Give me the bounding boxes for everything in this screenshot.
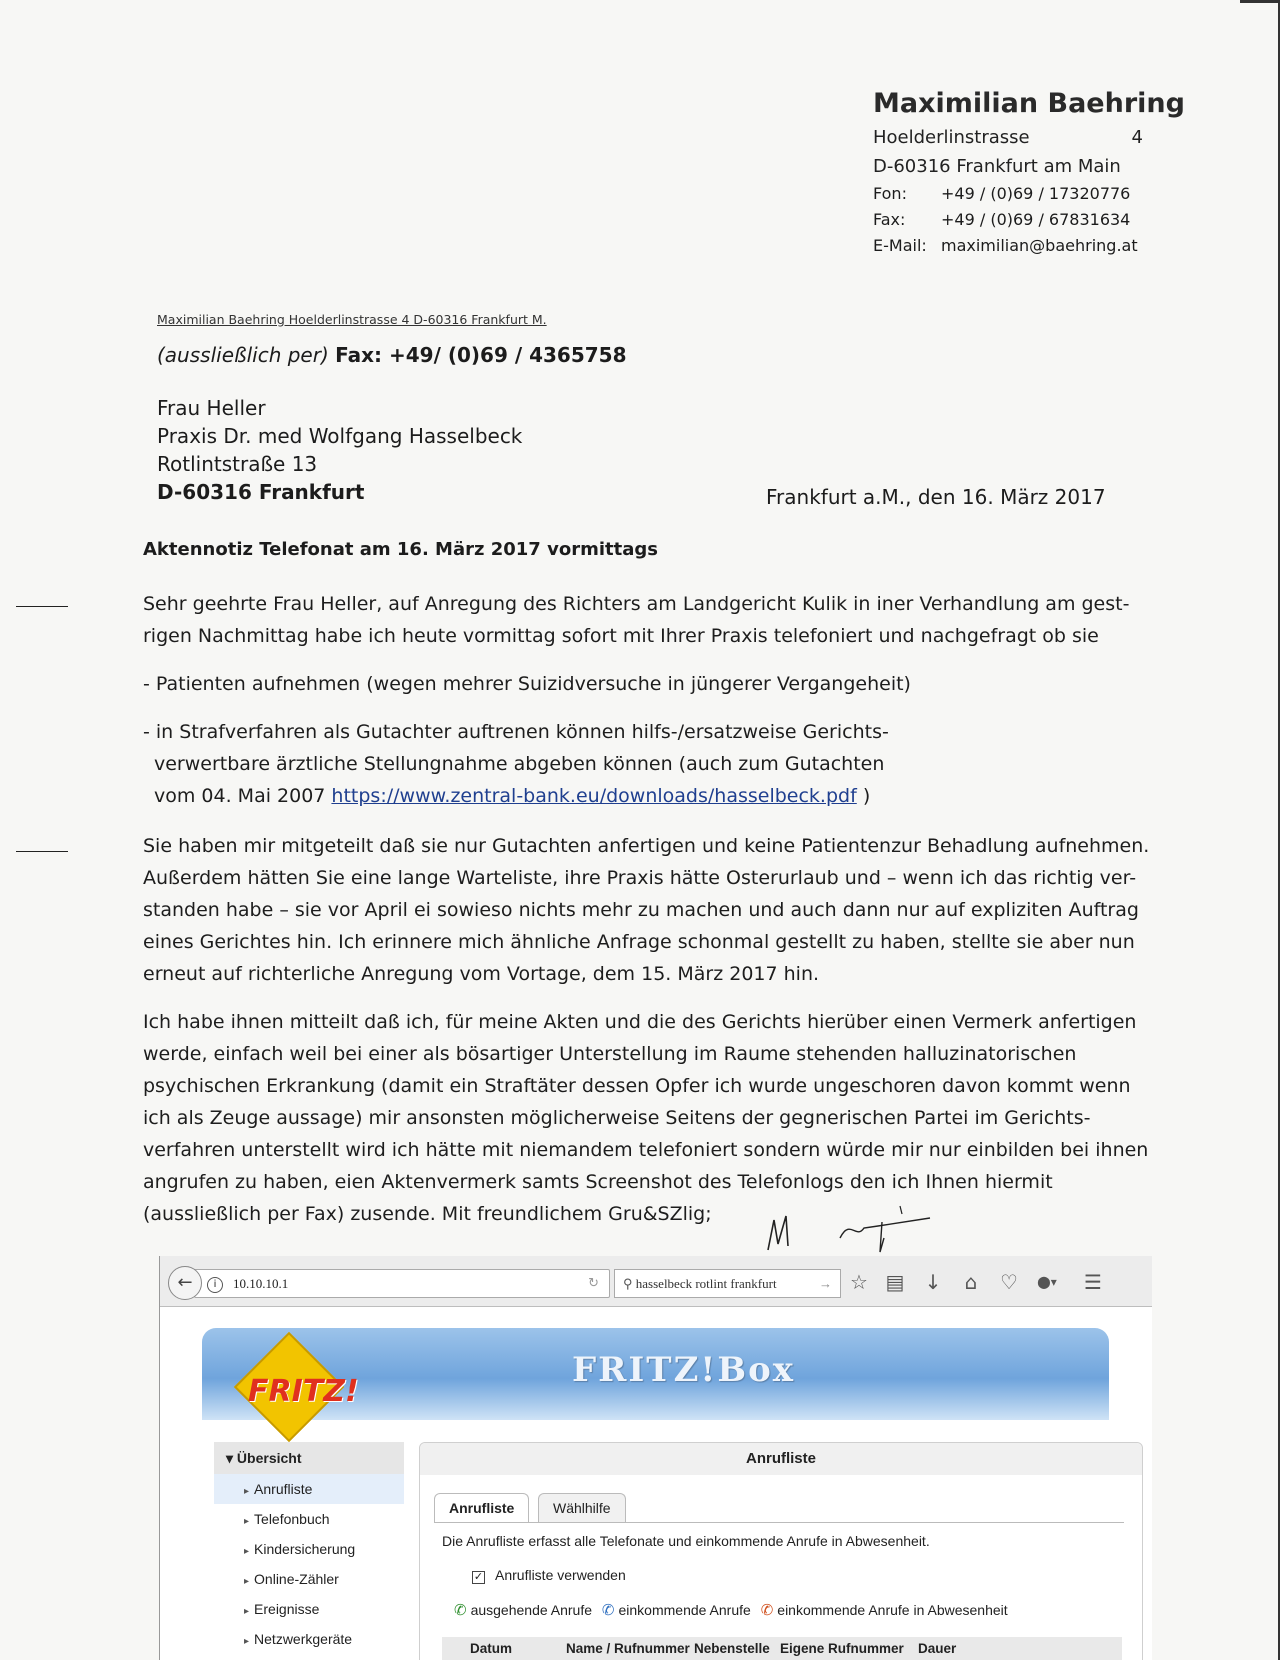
text-fragment: )	[856, 785, 871, 807]
tab-waehlhilfe[interactable]: Wählhilfe	[538, 1493, 626, 1522]
subject-line: Aktennotiz Telefonat am 16. März 2017 vormittags	[143, 539, 658, 560]
fax-note: (aussließlich per)	[157, 343, 329, 367]
url-bar[interactable]	[194, 1269, 610, 1298]
column-header[interactable]: Name / Rufnummer	[566, 1641, 690, 1656]
paragraph-1	[143, 588, 1153, 652]
column-header[interactable]: Eigene Rufnummer	[780, 1641, 904, 1656]
sender-fax	[873, 210, 1130, 229]
sidebar-item-kindersicherung[interactable]: ▸ Kindersicherung	[214, 1534, 404, 1564]
punch-mark	[16, 851, 68, 852]
fritz-logo: FRITZ!	[248, 1374, 359, 1409]
text-line: angrufen zu haben, eien Aktenvermerk samts Screenshot des Telefonlogs den ich Ihnen hiermit	[143, 1171, 1053, 1193]
list-item-1: - Patienten aufnehmen (wegen mehrer Suizidversuche in jüngerer Vergangeheit)	[143, 673, 911, 695]
text-line: ich als Zeuge aussage) mir ansonsten möglicherweise Seitens der gegnerischen Partei im Gerichts-	[143, 1107, 1091, 1129]
fax-label: Fax:	[873, 210, 906, 229]
report-link[interactable]: https://www.zentral-bank.eu/downloads/hasselbeck.pdf	[331, 785, 857, 807]
column-header[interactable]: Nebenstelle	[694, 1641, 770, 1656]
text-line: Ich habe ihnen mitteilt daß ich, für meine Akten und die des Gerichts hierüber einen Vermerk anfertigen	[143, 1011, 1137, 1033]
bookmark-star-icon[interactable]: ☆	[850, 1270, 868, 1294]
download-icon[interactable]: ↓	[924, 1270, 942, 1294]
search-input[interactable]	[614, 1269, 841, 1298]
incoming-call-icon: ✆	[601, 1602, 615, 1619]
fax-number: +49 / (0)69 / 67831634	[941, 210, 1131, 229]
phone-label: Fon:	[873, 184, 907, 203]
return-address: Maximilian Baehring Hoelderlinstrasse 4 D-60316 Frankfurt M.	[157, 312, 547, 327]
sidebar-item-anrufliste[interactable]: ▸ Anrufliste	[214, 1474, 404, 1504]
text-line: verwertbare ärztliche Stellungnahme abgeben können (auch zum Gutachten	[154, 753, 885, 775]
fax-line	[157, 343, 627, 367]
column-header[interactable]: Datum	[470, 1641, 513, 1656]
sender-email	[873, 236, 1138, 255]
text-line: - in Strafverfahren als Gutachter auftrenen können hilfs-/ersatzweise Gerichts-	[143, 721, 889, 743]
router-screenshot	[159, 1256, 1152, 1660]
sender-street-name: Hoelderlinstrasse	[873, 127, 1030, 148]
reload-icon[interactable]: ↻	[588, 1276, 599, 1291]
legend-missed: einkommende Anrufe in Abwesenheit	[777, 1602, 1008, 1618]
sidebar-item-telefonbuch[interactable]: ▸ Telefonbuch	[214, 1504, 404, 1534]
paragraph-2	[143, 830, 1153, 990]
adblock-icon[interactable]: ⬤▾	[1037, 1275, 1057, 1289]
browser-toolbar	[160, 1256, 1152, 1307]
text-fragment: vom 04. Mai 2007	[154, 785, 332, 807]
pocket-icon[interactable]: ♡	[1000, 1270, 1018, 1294]
recipient-city: D-60316 Frankfurt	[157, 480, 365, 504]
sidebar-item-ereignisse[interactable]: ▸ Ereignisse	[214, 1594, 404, 1624]
recipient-name: Frau Heller	[157, 396, 266, 420]
sidebar-item-netzwerkgeraete[interactable]: ▸ Netzwerkgeräte	[214, 1624, 404, 1654]
fold-mark	[16, 606, 68, 607]
text-line: Sie haben mir mitgeteilt daß sie nur Gutachten anfertigen und keine Patientenzur Behadlung aufnehmen.	[143, 835, 1150, 857]
text-line: (aussließlich per Fax) zusende. Mit freundlichem Gru&SZlig;	[143, 1203, 712, 1225]
text-line: Sehr geehrte Frau Heller, auf Anregung des Richters am Landgericht Kulik in iner Verhandlung am gest-	[143, 593, 1130, 615]
phone-number: +49 / (0)69 / 17320776	[941, 184, 1131, 203]
fritz-header	[202, 1328, 1109, 1420]
legend-incoming: einkommende Anrufe	[618, 1602, 751, 1618]
sender-phone	[873, 184, 1130, 203]
sidebar-item-online-zaehler[interactable]: ▸ Online-Zähler	[214, 1564, 404, 1594]
use-call-list-option[interactable]	[472, 1567, 626, 1584]
recipient-practice: Praxis Dr. med Wolfgang Hasselbeck	[157, 424, 523, 448]
date-line: Frankfurt a.M., den 16. März 2017	[766, 485, 1106, 509]
search-text: hasselbeck rotlint frankfurt	[635, 1276, 777, 1291]
list-item-2	[143, 716, 1153, 812]
call-table-header	[442, 1637, 1122, 1660]
home-icon[interactable]: ⌂	[964, 1270, 978, 1294]
legend-outgoing: ausgehende Anrufe	[470, 1602, 593, 1618]
info-icon[interactable]: i	[207, 1277, 223, 1293]
search-go-icon[interactable]: →	[819, 1276, 832, 1291]
sender-name: Maximilian Baehring	[873, 88, 1185, 119]
url-text: 10.10.10.1	[233, 1276, 289, 1291]
sender-house-number: 4	[1131, 127, 1143, 148]
email-address: maximilian@baehring.at	[941, 236, 1138, 255]
text-line: verfahren unterstellt wird ich hätte mit niemandem telefoniert sondern würde mir nur einbilden bei ihnen	[143, 1139, 1149, 1161]
paragraph-3	[143, 1006, 1153, 1230]
panel-title: Anrufliste	[420, 1443, 1142, 1475]
text-line: eines Gerichtes hin. Ich erinnere mich ähnliche Anfrage schonmal gestellt zu haben, stellte sie aber nun	[143, 931, 1135, 953]
sidebar-section-label: Übersicht	[236, 1450, 302, 1466]
text-line: standen habe – sie vor April ei sowieso nichts mehr zu machen und auch dann nur auf expliziten Auftrag	[143, 899, 1139, 921]
call-legend	[454, 1601, 1008, 1619]
tab-divider	[434, 1522, 1124, 1523]
text-line	[143, 780, 1153, 812]
missed-call-icon: ✆	[760, 1602, 774, 1619]
search-icon: ⚲	[623, 1276, 633, 1291]
outgoing-call-icon: ✆	[454, 1602, 467, 1619]
back-button[interactable]: ←	[168, 1266, 202, 1300]
text-line: rigen Nachmittag habe ich heute vormittag sofort mit Ihrer Praxis telefoniert und nachgefragt ob sie	[143, 625, 1099, 647]
scan-edge-top	[1240, 0, 1280, 3]
sidebar-section-overview[interactable]: ▾ Übersicht	[214, 1442, 404, 1474]
recipient-street: Rotlintstraße 13	[157, 452, 318, 476]
menu-icon[interactable]: ☰	[1084, 1270, 1102, 1294]
handwritten-signature	[760, 1198, 960, 1258]
text-line: erneut auf richterliche Anregung vom Vortage, dem 15. März 2017 hin.	[143, 963, 820, 985]
panel-description: Die Anrufliste erfasst alle Telefonate und einkommende Anrufe in Abwesenheit.	[442, 1533, 930, 1549]
column-header[interactable]: Dauer	[918, 1641, 957, 1656]
call-list-panel	[419, 1442, 1143, 1660]
sender-street	[873, 127, 1143, 148]
checkbox-checked[interactable]: ✓	[473, 1571, 484, 1583]
email-label: E-Mail:	[873, 236, 927, 255]
checkbox-label: Anrufliste verwenden	[495, 1567, 626, 1583]
text-line: Außerdem hätten Sie eine lange Warteliste, ihre Praxis hätte Osterurlaub und – wenn ich das richtig ver-	[143, 867, 1137, 889]
text-line: werde, einfach weil bei einer als bösartiger Unterstellung im Raume stehenden halluzinatorischen	[143, 1043, 1077, 1065]
fritzbox-title: FRITZ!Box	[572, 1350, 796, 1390]
sender-city: D-60316 Frankfurt am Main	[873, 156, 1121, 177]
tab-anrufliste[interactable]: Anrufliste	[434, 1493, 529, 1522]
text-line: psychischen Erkrankung (damit ein Straftäter dessen Opfer ich wurde ungeschoren davon kommt wenn	[143, 1075, 1131, 1097]
sidebar	[214, 1442, 404, 1654]
recipient-fax: Fax: +49/ (0)69 / 4365758	[335, 343, 627, 367]
reading-list-icon[interactable]: ▤	[885, 1270, 905, 1294]
